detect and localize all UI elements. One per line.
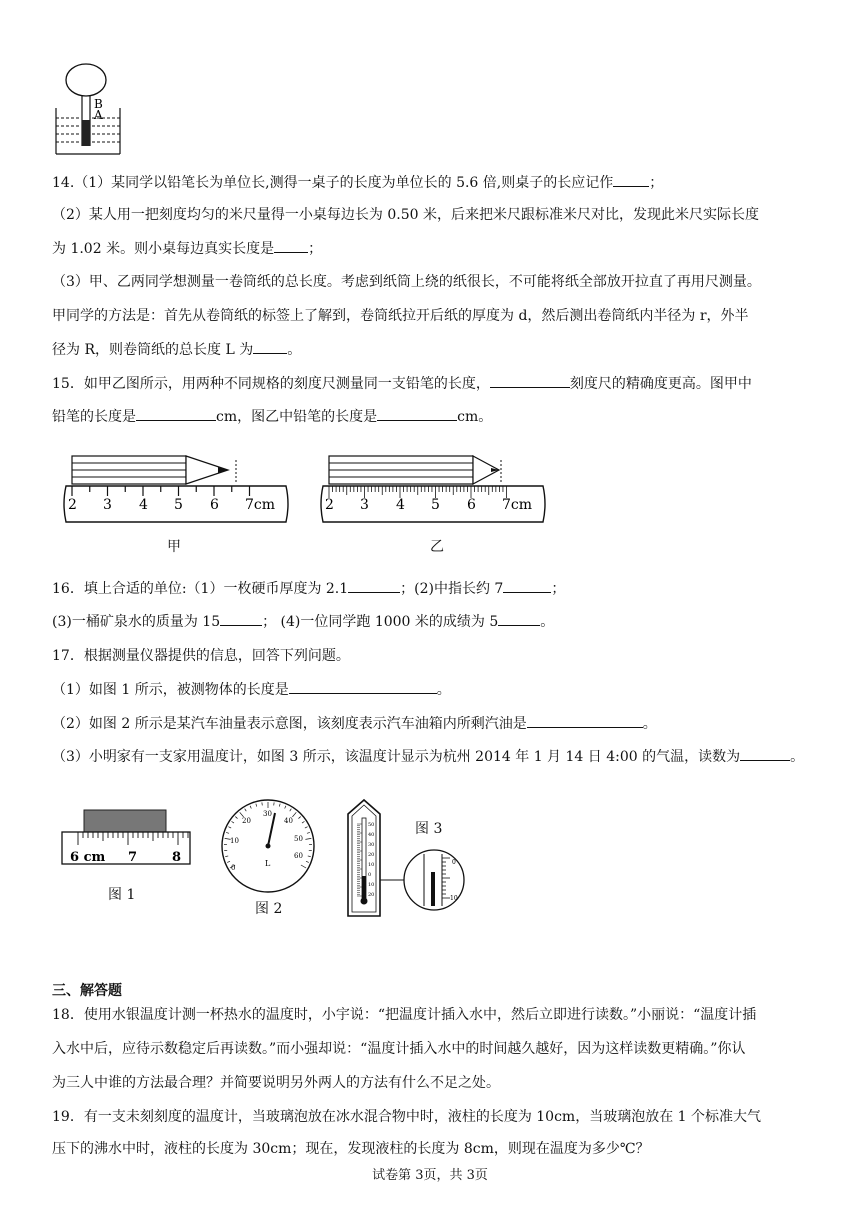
jia-tick-label: 2 (68, 497, 77, 513)
zoom-label: 10 (450, 895, 458, 902)
gauge-label: 0 (231, 864, 236, 872)
bulb-apparatus-figure (52, 60, 127, 160)
q19-line1: 19．有一支未刻刻度的温度计，当玻璃泡放在冰水混合物中时，液柱的长度为 10cm，当玻璃泡放在 1 个标准大气 (52, 1109, 762, 1125)
jia-tick-label: 6 (210, 497, 219, 513)
q18-line2: 入水中后，应待示数稳定后再读数。”而小强却说：“温度计插入水中的时间越久越好，因为这样读数更精确。”你认 (52, 1041, 746, 1057)
gauge-label: 40 (284, 817, 293, 825)
yi-tick-label: 5 (431, 497, 440, 513)
thermo-label: 20 (368, 892, 375, 898)
q15-line2: 铅笔的长度是 cm，图乙中铅笔的长度是 cm。 (52, 406, 820, 428)
q18-line1: 18．使用水银温度计测一杯热水的温度时，小宇说：“把温度计插入水中，然后立即进行读数。”小丽说：“温度计插 (52, 1007, 757, 1023)
zoom-label: 0 (452, 859, 456, 866)
label-b: B (94, 97, 103, 111)
thermo-label: 50 (368, 822, 375, 828)
q17-line2: （1）如图 1 所示，被测物体的长度是 。 (52, 679, 820, 701)
ruler-yi-figure (315, 452, 550, 532)
q16-line2: (3)一桶矿泉水的质量为 15 ； (4)一位同学跑 1000 米的成绩为 5 。 (52, 611, 820, 633)
gauge-label: 50 (294, 835, 303, 843)
q18-line3: 为三人中谁的方法最合理？并简要说明另外两人的方法有什么不足之处。 (52, 1075, 500, 1091)
fig1-tick-label: 7 (128, 850, 138, 865)
gauge-center-label: L (265, 859, 271, 868)
answer-blank[interactable] (274, 238, 308, 253)
q19-line2: 压下的沸水中时，液柱的长度为 30cm；现在，发现液柱的长度为 8cm，则现在温度为多少℃？ (52, 1141, 650, 1157)
figure1-ruler (60, 808, 195, 870)
ruler-jia-figure (58, 452, 293, 532)
q14-line3: 为 1.02 米。则小桌每边真实长度是 ； (52, 238, 820, 260)
answer-blank[interactable] (613, 172, 649, 187)
answer-blank[interactable] (498, 611, 540, 626)
q14-line1: 14.（1）某同学以铅笔长为单位长,测得一桌子的长度为单位长的 5.6 倍,则桌子的长应记作 ； (52, 172, 820, 194)
fig2-caption: 图 2 (255, 901, 283, 917)
answer-blank[interactable] (289, 679, 437, 694)
q14-line6: 径为 R，则卷筒纸的总长度 L 为 。 (52, 339, 820, 361)
figure2-fuel-gauge (218, 796, 318, 896)
q14-line4: （3）甲、乙两同学想测量一卷筒纸的总长度。考虑到纸筒上绕的纸很长，不可能将纸全部放开拉直了再用尺测量。 (52, 274, 761, 290)
answer-blank[interactable] (136, 406, 216, 421)
answer-blank[interactable] (527, 713, 643, 728)
fig1-tick-label: 8 (172, 850, 182, 865)
q17-line4: （3）小明家有一支家用温度计，如图 3 所示，该温度计显示为杭州 2014 年 1 月 14 日 4:00 的气温，读数为 。 (52, 746, 820, 768)
answer-blank[interactable] (253, 339, 287, 354)
fig3-caption: 图 3 (415, 821, 443, 837)
yi-tick-label: 4 (396, 497, 405, 513)
yi-tick-label: 6 (467, 497, 476, 513)
q16-line1: 16．填上合适的单位:（1）一枚硬币厚度为 2.1 ；(2)中指长约 7 ； (52, 578, 820, 600)
thermo-label: 10 (368, 882, 375, 888)
label-a: A (94, 108, 103, 122)
answer-blank[interactable] (740, 746, 790, 761)
page-footer: 试卷第 3页，共 3页 (372, 1168, 488, 1183)
gauge-label: 10 (230, 837, 239, 845)
jia-tick-label: 3 (103, 497, 112, 513)
yi-tick-label: 2 (325, 497, 334, 513)
gauge-label: 20 (242, 817, 251, 825)
fig1-caption: 图 1 (108, 887, 136, 903)
q17-line1: 17．根据测量仪器提供的信息，回答下列问题。 (52, 648, 350, 664)
q14-line2: （2）某人用一把刻度均匀的米尺量得一小桌每边长为 0.50 米，后来把米尺跟标准米尺对比，发现此米尺实际长度 (52, 207, 759, 223)
figure3-thermometer (340, 798, 470, 920)
thermo-label: 40 (368, 832, 375, 838)
yi-tick-label: 3 (360, 497, 369, 513)
thermo-label: 30 (368, 842, 375, 848)
answer-blank[interactable] (377, 406, 457, 421)
gauge-label: 60 (294, 852, 303, 860)
answer-blank[interactable] (503, 578, 551, 593)
fig1-tick-label: 6 cm (70, 850, 106, 865)
jia-tick-label: 4 (139, 497, 148, 513)
caption-jia: 甲 (167, 539, 181, 555)
q14-line5: 甲同学的方法是：首先从卷筒纸的标签上了解到，卷筒纸拉开后纸的厚度为 d，然后测出卷筒纸内半径为 r，外半 (52, 308, 749, 324)
jia-tick-label: 5 (174, 497, 183, 513)
q15-line1: 15．如甲乙图所示，用两种不同规格的刻度尺测量同一支铅笔的长度， 刻度尺的精确度更高。图甲中 (52, 373, 820, 395)
yi-tick-label: 7cm (502, 497, 533, 513)
thermo-label: 20 (368, 852, 375, 858)
jia-tick-label: 7cm (245, 497, 276, 513)
answer-blank[interactable] (220, 611, 262, 626)
answer-blank[interactable] (490, 373, 570, 388)
q17-line3: （2）如图 2 所示是某汽车油量表示意图，该刻度表示汽车油箱内所剩汽油是 。 (52, 713, 820, 735)
thermo-label: 0 (368, 872, 372, 878)
thermo-label: 10 (368, 862, 375, 868)
gauge-label: 30 (263, 810, 272, 818)
answer-blank[interactable] (348, 578, 400, 593)
section-title: 三、解答题 (52, 983, 122, 999)
caption-yi: 乙 (430, 539, 444, 555)
